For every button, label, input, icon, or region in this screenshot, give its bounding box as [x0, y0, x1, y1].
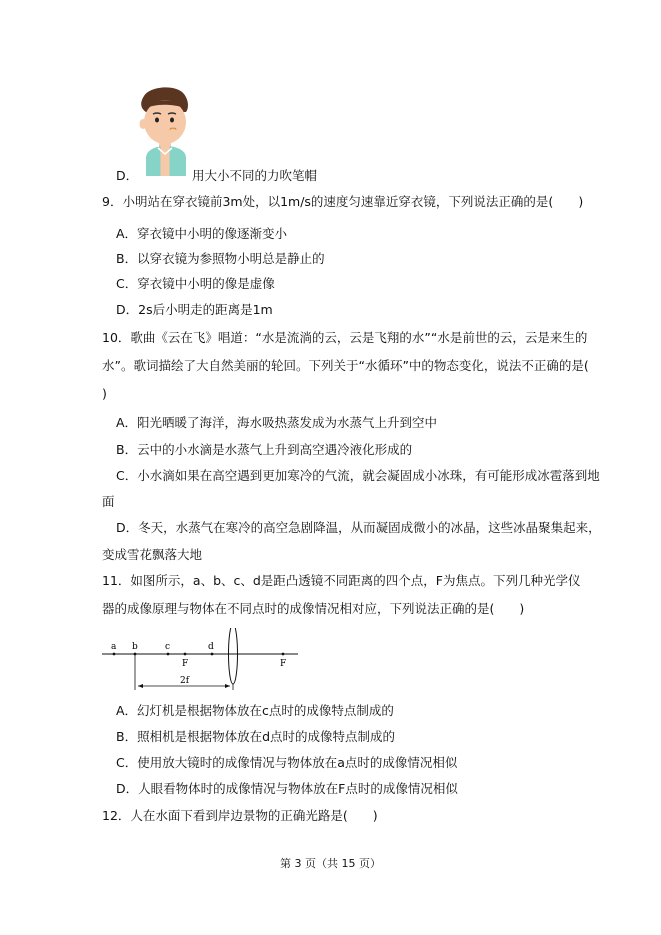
- focus-right: [282, 653, 285, 656]
- q9-option-d: D．2s后小明走的距离是1m: [116, 302, 273, 317]
- label-c: c: [165, 642, 171, 652]
- q10-option-c-line-2: 面: [102, 494, 115, 509]
- q10-stem-line-3: ): [102, 386, 107, 401]
- point-d: [211, 653, 214, 656]
- label-2f: 2f: [180, 676, 190, 686]
- q10-option-d-line-2: 变成雪花飘落大地: [102, 547, 203, 562]
- person-blowing-pen-cap-icon: [132, 84, 198, 176]
- q9-stem: 9．小明站在穿衣镜前3m处，以1m/s的速度匀速靠近穿衣镜，下列说法正确的是( ): [102, 194, 584, 209]
- q10-option-b: B．云中的小水滴是水蒸气上升到高空遇冷液化形成的: [116, 442, 413, 457]
- q12-stem: 12．人在水面下看到岸边景物的正确光路是( ): [102, 808, 378, 823]
- q10-stem-line-2: 水”。歌词描绘了大自然美丽的轮回。下列关于“水循环”中的物态变化，说法不正确的是(: [102, 358, 589, 373]
- page-footer: 第 3 页（共 15 页）: [280, 857, 381, 870]
- label-b: b: [132, 642, 138, 652]
- lens-diagram: [100, 628, 300, 696]
- label-a: a: [111, 642, 117, 652]
- q11-option-c: C．使用放大镜时的成像情况与物体放在a点时的成像情况相似: [116, 755, 458, 770]
- q10-stem-line-1: 10．歌曲《云在飞》唱道：“水是流淌的云，云是飞翔的水”“水是前世的云，云是来生的: [102, 330, 588, 345]
- label-focus-right: F: [280, 659, 287, 669]
- q11-option-a: A．幻灯机是根据物体放在c点时的成像特点制成的: [116, 703, 394, 718]
- q11-option-d: D．人眼看物体时的成像情况与物体放在F点时的成像情况相似: [116, 781, 458, 796]
- convex-lens-icon: [229, 628, 238, 684]
- q8-option-d-text: 用大小不同的力吹笔帽: [192, 168, 318, 183]
- q11-stem-line-1: 11．如图所示，a、b、c、d是距凸透镜不同距离的四个点，F为焦点。下列几种光学仪: [102, 573, 581, 588]
- point-a: [113, 653, 116, 656]
- label-focus-left: F: [182, 659, 189, 669]
- q10-option-a: A．阳光晒暖了海洋，海水吸热蒸发成为水蒸气上升到空中: [116, 415, 438, 430]
- q8-option-d-label: D．: [116, 168, 139, 183]
- q10-option-c-line-1: C．小水滴如果在高空遇到更加寒冷的气流，就会凝固成小冰珠，有可能形成冰雹落到地: [116, 468, 600, 483]
- q11-stem-line-2: 器的成像原理与物体在不同点时的成像情况相对应，下列说法正确的是( ): [102, 601, 525, 616]
- focus-left: [184, 653, 187, 656]
- q9-option-a: A．穿衣镜中小明的像逐渐变小: [116, 226, 288, 241]
- point-c: [167, 653, 170, 656]
- label-d: d: [208, 642, 214, 652]
- q9-option-b: B．以穿衣镜为参照物小明总是静止的: [116, 251, 325, 266]
- q11-option-b: B．照相机是根据物体放在d点时的成像特点制成的: [116, 729, 396, 744]
- q9-option-c: C．穿衣镜中小明的像是虚像: [116, 276, 275, 291]
- q10-option-d-line-1: D．冬天，水蒸气在寒冷的高空急剧降温，从而凝固成微小的冰晶，这些冰晶聚集起来，: [116, 520, 601, 535]
